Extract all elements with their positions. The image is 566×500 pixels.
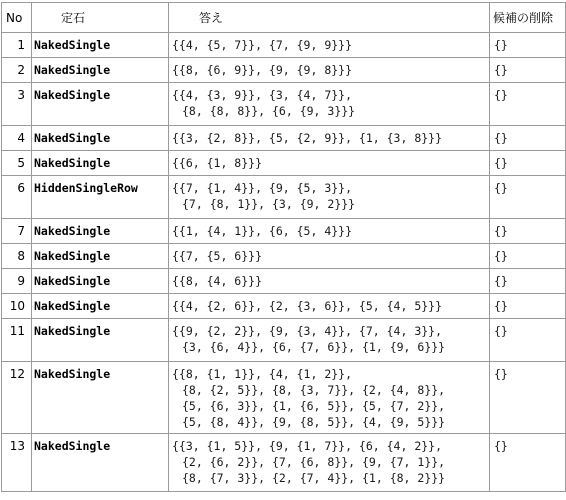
- row-number: 1: [2, 33, 32, 58]
- header-method: 定石: [32, 3, 169, 33]
- row-method: NakedSingle: [32, 269, 169, 294]
- header-no: No: [2, 3, 32, 33]
- row-method: NakedSingle: [32, 362, 169, 434]
- row-removed: {}: [490, 319, 566, 362]
- answer-line: {{1, {4, 1}}, {6, {5, 4}}}: [172, 224, 353, 238]
- answer-line: {8, {7, 3}}, {2, {7, 4}}, {1, {8, 2}}}: [182, 471, 446, 485]
- row-removed: {}: [490, 294, 566, 319]
- row-method: NakedSingle: [32, 33, 169, 58]
- row-number: 6: [2, 176, 32, 219]
- row-answer: [169, 362, 490, 434]
- table-row: [2, 126, 566, 151]
- table-row: [2, 269, 566, 294]
- table-row: [2, 58, 566, 83]
- table-row: [2, 219, 566, 244]
- row-removed: {}: [490, 434, 566, 492]
- row-removed: {}: [490, 269, 566, 294]
- row-number: 2: [2, 58, 32, 83]
- row-method: HiddenSingleRow: [32, 176, 169, 219]
- answer-line: {{8, {1, 1}}, {4, {1, 2}},: [172, 367, 353, 381]
- answer-line: {{3, {2, 8}}, {5, {2, 9}}, {1, {3, 8}}}: [172, 131, 443, 145]
- row-method: NakedSingle: [32, 126, 169, 151]
- row-number: 12: [2, 362, 32, 434]
- answer-line: {5, {6, 3}}, {1, {6, 5}}, {5, {7, 2}},: [182, 399, 446, 413]
- row-method: NakedSingle: [32, 83, 169, 126]
- answer-line: {{6, {1, 8}}}: [172, 156, 263, 170]
- row-number: 13: [2, 434, 32, 492]
- row-answer: [169, 151, 490, 176]
- row-removed: {}: [490, 362, 566, 434]
- table-row: [2, 33, 566, 58]
- answer-line: {{4, {2, 6}}, {2, {3, 6}}, {5, {4, 5}}}: [172, 299, 443, 313]
- table-row: [2, 176, 566, 219]
- row-answer: [169, 434, 490, 492]
- row-method: NakedSingle: [32, 58, 169, 83]
- solution-steps-table: [1, 2, 566, 492]
- row-answer: [169, 244, 490, 269]
- row-number: 3: [2, 83, 32, 126]
- answer-line: {2, {6, 2}}, {7, {6, 8}}, {9, {7, 1}},: [182, 455, 446, 469]
- answer-line: {{8, {6, 9}}, {9, {9, 8}}}: [172, 63, 353, 77]
- header-removed: 候補の削除: [490, 3, 566, 33]
- row-method: NakedSingle: [32, 244, 169, 269]
- row-answer: [169, 126, 490, 151]
- row-method: NakedSingle: [32, 219, 169, 244]
- header-answer: 答え: [169, 3, 490, 33]
- row-answer: [169, 33, 490, 58]
- table-row: [2, 294, 566, 319]
- answer-line: {{7, {5, 6}}}: [172, 249, 263, 263]
- row-answer: [169, 294, 490, 319]
- answer-line: {{4, {3, 9}}, {3, {4, 7}},: [172, 88, 353, 102]
- row-answer: [169, 58, 490, 83]
- row-number: 9: [2, 269, 32, 294]
- answer-line: {3, {6, 4}}, {6, {7, 6}}, {1, {9, 6}}}: [182, 340, 446, 354]
- table-row: [2, 362, 566, 434]
- answer-line: {5, {8, 4}}, {9, {8, 5}}, {4, {9, 5}}}: [182, 415, 446, 429]
- row-removed: {}: [490, 244, 566, 269]
- row-removed: {}: [490, 33, 566, 58]
- table-row: [2, 434, 566, 492]
- table-row: [2, 83, 566, 126]
- row-answer: [169, 219, 490, 244]
- row-number: 8: [2, 244, 32, 269]
- row-number: 7: [2, 219, 32, 244]
- answer-line: {7, {8, 1}}, {3, {9, 2}}}: [182, 197, 356, 211]
- answer-line: {8, {2, 5}}, {8, {3, 7}}, {2, {4, 8}},: [182, 383, 446, 397]
- answer-line: {{3, {1, 5}}, {9, {1, 7}}, {6, {4, 2}},: [172, 439, 443, 453]
- row-number: 11: [2, 319, 32, 362]
- row-removed: {}: [490, 58, 566, 83]
- answer-line: {{7, {1, 4}}, {9, {5, 3}},: [172, 181, 353, 195]
- row-removed: {}: [490, 83, 566, 126]
- answer-line: {{8, {4, 6}}}: [172, 274, 263, 288]
- row-answer: [169, 83, 490, 126]
- row-answer: [169, 319, 490, 362]
- table-row: [2, 244, 566, 269]
- row-removed: {}: [490, 219, 566, 244]
- row-method: NakedSingle: [32, 151, 169, 176]
- row-removed: {}: [490, 126, 566, 151]
- answer-line: {8, {8, 8}}, {6, {9, 3}}}: [182, 104, 356, 118]
- row-number: 5: [2, 151, 32, 176]
- header-row: [2, 3, 566, 33]
- table-row: [2, 319, 566, 362]
- answer-line: {{9, {2, 2}}, {9, {3, 4}}, {7, {4, 3}},: [172, 324, 443, 338]
- row-answer: [169, 176, 490, 219]
- row-removed: {}: [490, 176, 566, 219]
- table-row: [2, 151, 566, 176]
- row-number: 4: [2, 126, 32, 151]
- row-method: NakedSingle: [32, 434, 169, 492]
- row-answer: [169, 269, 490, 294]
- row-removed: {}: [490, 151, 566, 176]
- answer-line: {{4, {5, 7}}, {7, {9, 9}}}: [172, 38, 353, 52]
- row-number: 10: [2, 294, 32, 319]
- row-method: NakedSingle: [32, 294, 169, 319]
- row-method: NakedSingle: [32, 319, 169, 362]
